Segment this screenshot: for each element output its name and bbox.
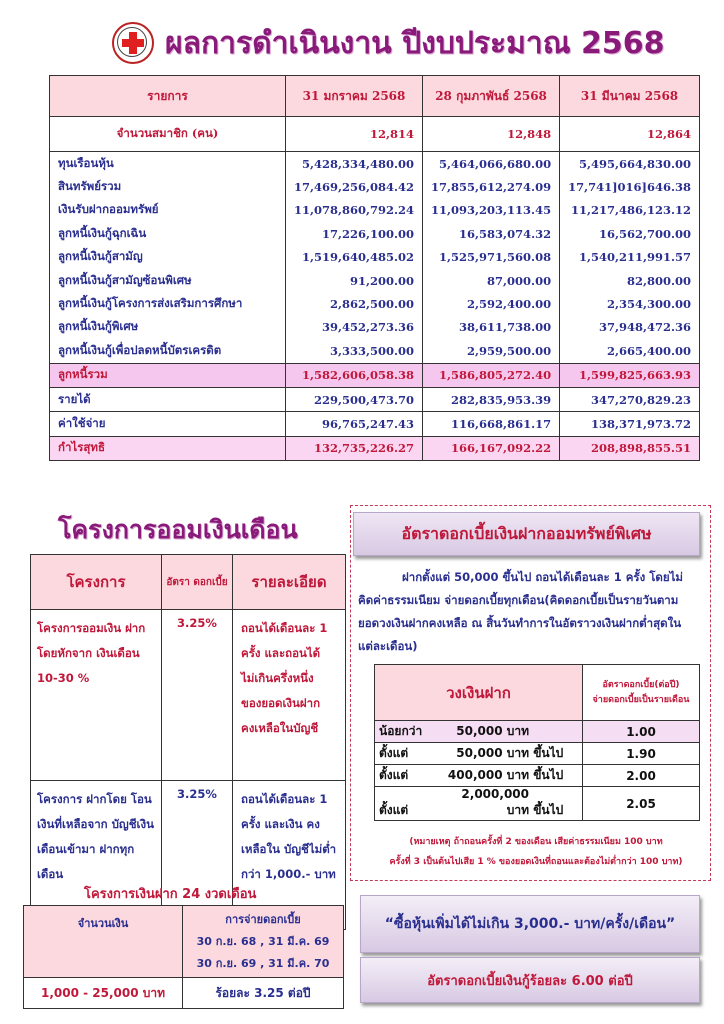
share-purchase-banner: “ซื้อหุ้นเพิ่มได้ไม่เกิน 3,000.- บาท/ครั้ง/เดือน”	[360, 895, 700, 953]
table-cell: 96,765,247.43	[285, 412, 422, 436]
table-header-row	[24, 906, 344, 978]
row-label: ลูกหนี้เงินกู้สามัญซ้อนพิเศษ	[50, 269, 286, 292]
payment-dates-line2: 30 ก.ย. 69 , 31 มี.ค. 70	[196, 956, 330, 970]
header-jan: 31 มกราคม 2568	[285, 76, 422, 117]
row-label: ค่าใช้จ่าย	[50, 412, 286, 436]
row-label: ลูกหนี้เงินกู้พิเศษ	[50, 316, 286, 339]
tier-prefix: ตั้งแต่	[379, 803, 409, 817]
header-project: โครงการ	[31, 555, 162, 610]
header-amount: จำนวนเงิน	[24, 906, 183, 978]
table-cell: 5,464,066,680.00	[423, 152, 560, 176]
table-cell: 87,000.00	[423, 269, 560, 292]
table-cell: 2,959,500.00	[423, 339, 560, 363]
table-row	[50, 339, 700, 363]
table-cell: 1,519,640,485.02	[285, 246, 422, 269]
header-rate: อัตรา ดอกเบี้ย	[162, 555, 233, 610]
table-row	[31, 610, 346, 781]
tier-prefix: ตั้งแต่	[379, 768, 409, 782]
table-cell: 16,583,074.32	[423, 222, 560, 245]
header-tier: วงเงินฝาก	[375, 665, 583, 721]
loan-rate-banner: อัตราดอกเบี้ยเงินกู้ร้อยละ 6.00 ต่อปี	[360, 957, 700, 1003]
table-cell: 91,200.00	[285, 269, 422, 292]
table-header-row	[375, 665, 700, 721]
total-debtors-row	[50, 363, 700, 387]
row-label: เงินรับฝากออมทรัพย์	[50, 199, 286, 222]
table-header-row	[50, 76, 700, 117]
special-savings-description: ฝากตั้งแต่ 50,000 ขึ้นไป ถอนได้เดือนละ 1 ครั้ง โดยไม่คิดค่าธรรมเนียม จ่ายดอกเบี้ยทุกเดือน(คิดดอกเบี้ยเป็นรายวันตามยอดวงเงินฝากคงเหลือ ณ สิ้นวันทำการในอัตราวงเงินฝากต่ำสุดในแต่ละเดือน)	[358, 570, 683, 653]
project-detail: ถอนได้เดือนละ 1 ครั้ง และเงิน คงเหลือใน บัญชีไม่ต่ำกว่า 1,000.- บาท	[233, 781, 346, 930]
performance-table	[49, 75, 700, 461]
row-label: สินทรัพย์รวม	[50, 175, 286, 198]
table-row	[50, 316, 700, 339]
deposit-24-title: โครงการเงินฝาก 24 งวดเดือน	[84, 887, 257, 902]
table-cell: 282,835,953.39	[423, 387, 560, 411]
deposit-rate-table	[374, 664, 700, 821]
table-row	[50, 175, 700, 198]
expense-row	[50, 412, 700, 436]
project-name: โครงการ ฝากโดย โอนเงินที่เหลือจาก บัญชีเงินเดือนเข้ามา ฝากทุกเดือน	[31, 781, 162, 930]
table-cell: 11,078,860,792.24	[285, 199, 422, 222]
table-cell: 2,592,400.00	[423, 292, 560, 315]
table-cell: 38,611,738.00	[423, 316, 560, 339]
table-row	[375, 721, 700, 743]
project-detail: ถอนได้เดือนละ 1 ครั้ง และถอนได้ ไม่เกินครึ่งหนึ่ง ของยอดเงินฝาก คงเหลือในบัญชี	[233, 610, 346, 781]
tier-suffix: ขึ้นไป	[533, 768, 564, 782]
row-label: รายได้	[50, 387, 286, 411]
table-cell: 16,562,700.00	[560, 222, 700, 245]
tier-rate: 1.00	[583, 721, 700, 743]
table-row	[50, 222, 700, 245]
table-row	[50, 246, 700, 269]
tier-rate: 1.90	[583, 743, 700, 765]
table-row	[50, 292, 700, 315]
table-row	[50, 152, 700, 176]
row-label: ลูกหนี้เงินกู้สามัญ	[50, 246, 286, 269]
header-detail: รายละเอียด	[233, 555, 346, 610]
members-label: จำนวนสมาชิก (คน)	[50, 117, 286, 152]
row-label: กำไรสุทธิ	[50, 436, 286, 460]
tier-rate: 2.05	[583, 787, 700, 821]
table-cell: 1,540,211,991.57	[560, 246, 700, 269]
note-line-1: (หมายเหตุ ถ้าถอนครั้งที่ 2 ของเดือน เสียค่าธรรมเนียม 100 บาท	[409, 837, 663, 847]
table-cell: 82,800.00	[560, 269, 700, 292]
table-cell: 5,428,334,480.00	[285, 152, 422, 176]
header-feb: 28 กุมภาพันธ์ 2568	[423, 76, 560, 117]
table-cell: 2,354,300.00	[560, 292, 700, 315]
table-cell: 132,735,226.27	[285, 436, 422, 460]
note-line-2: ครั้งที่ 3 เป็นต้นไปเสีย 1 % ของยอดเงินที่ถอนและต้องไม่ต่ำกว่า 100 บาท)	[389, 857, 683, 867]
tier-amount: 50,000 บาท	[456, 746, 529, 760]
table-row	[50, 199, 700, 222]
tier-suffix: ขึ้นไป	[533, 803, 564, 817]
table-row	[375, 743, 700, 765]
header-mar: 31 มีนาคม 2568	[560, 76, 700, 117]
deposit-24-table	[23, 905, 344, 1009]
tier-label	[375, 743, 583, 765]
tier-amount: 400,000 บาท	[447, 768, 529, 782]
table-cell: 17,469,256,084.42	[285, 175, 422, 198]
table-row	[375, 787, 700, 821]
row-label: ลูกหนี้เงินกู้ฉุกเฉิน	[50, 222, 286, 245]
project-rate: 3.25%	[162, 781, 233, 930]
table-cell: 5,495,664,830.00	[560, 152, 700, 176]
table-cell: 12,814	[285, 117, 422, 152]
page-title: ผลการดำเนินงาน ปีงบประมาณ 2568	[165, 26, 665, 61]
table-cell: 1,582,606,058.38	[285, 363, 422, 387]
table-cell: 11,217,486,123.12	[560, 199, 700, 222]
table-cell: 12,864	[560, 117, 700, 152]
tier-prefix: ตั้งแต่	[379, 746, 409, 760]
table-cell: 208,898,855.51	[560, 436, 700, 460]
special-savings-note	[366, 832, 706, 872]
deposit-rate: ร้อยละ 3.25 ต่อปี	[183, 978, 344, 1009]
special-savings-title: อัตราดอกเบี้ยเงินฝากออมทรัพย์พิเศษ	[353, 512, 700, 556]
project-name: โครงการออมเงิน ฝากโดยหักจาก เงินเดือน 10-30 %	[31, 610, 162, 781]
tier-label	[375, 787, 583, 821]
tier-label	[375, 721, 583, 743]
table-cell: 1,586,805,272.40	[423, 363, 560, 387]
table-cell: 37,948,472.36	[560, 316, 700, 339]
tier-amount: 2,000,000 บาท	[461, 787, 529, 817]
members-row	[50, 117, 700, 152]
tier-prefix: น้อยกว่า	[379, 724, 423, 738]
table-cell: 11,093,203,113.45	[423, 199, 560, 222]
table-cell: 229,500,473.70	[285, 387, 422, 411]
table-cell: 2,665,400.00	[560, 339, 700, 363]
table-cell: 1,525,971,560.08	[423, 246, 560, 269]
table-header-row	[31, 555, 346, 610]
income-row	[50, 387, 700, 411]
header-rate-line2: จ่ายดอกเบี้ยเป็นรายเดือน	[592, 694, 690, 705]
header-payment	[183, 906, 344, 978]
table-cell: 2,862,500.00	[285, 292, 422, 315]
red-cross-logo-icon	[112, 22, 154, 64]
savings-project-table	[30, 554, 346, 930]
payment-dates-line1: 30 ก.ย. 68 , 31 มี.ค. 69	[196, 934, 330, 948]
row-label: ลูกหนี้เงินกู้เพื่อปลดหนี้บัตรเครดิต	[50, 339, 286, 363]
table-cell: 138,371,973.72	[560, 412, 700, 436]
row-label: ลูกหนี้เงินกู้โครงการส่งเสริมการศึกษา	[50, 292, 286, 315]
header-rate	[583, 665, 700, 721]
savings-project-title: โครงการออมเงินเดือน	[58, 515, 298, 544]
payment-header-label: การจ่ายดอกเบี้ย	[225, 912, 301, 926]
table-row	[24, 978, 344, 1009]
table-cell: 1,599,825,663.93	[560, 363, 700, 387]
project-rate: 3.25%	[162, 610, 233, 781]
table-row	[50, 269, 700, 292]
table-cell: 17,226,100.00	[285, 222, 422, 245]
tier-suffix: ขึ้นไป	[533, 746, 564, 760]
table-cell: 3,333,500.00	[285, 339, 422, 363]
table-cell: 166,167,092.22	[423, 436, 560, 460]
tier-amount: 50,000 บาท	[456, 724, 529, 738]
tier-label	[375, 765, 583, 787]
table-cell: 17,855,612,274.09	[423, 175, 560, 198]
table-cell: 116,668,861.17	[423, 412, 560, 436]
amount-range: 1,000 - 25,000 บาท	[24, 978, 183, 1009]
table-cell: 39,452,273.36	[285, 316, 422, 339]
profit-row	[50, 436, 700, 460]
table-cell: 347,270,829.23	[560, 387, 700, 411]
row-label: ลูกหนี้รวม	[50, 363, 286, 387]
header-item: รายการ	[50, 76, 286, 117]
table-cell: 12,848	[423, 117, 560, 152]
table-cell: 17,741]016]646.38	[560, 175, 700, 198]
table-row	[375, 765, 700, 787]
header-rate-line1: อัตราดอกเบี้ย(ต่อปี)	[602, 679, 680, 690]
tier-rate: 2.00	[583, 765, 700, 787]
row-label: ทุนเรือนหุ้น	[50, 152, 286, 176]
